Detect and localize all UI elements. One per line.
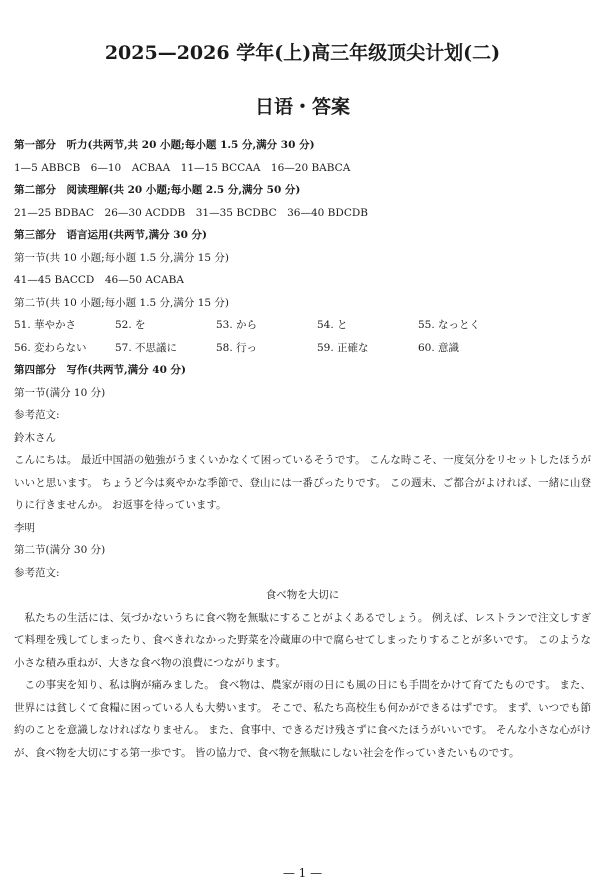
page-subtitle: 日语・答案 [254, 96, 350, 118]
part3-section2-heading: 第二节(共 10 小题;每小题 1.5 分,满分 15 分) [14, 296, 230, 309]
essay-paragraph-2: この事実を知り、私は胸が痛みました。 食べ物は、農家が雨の日にも風の日にも手間をかけて育てたものです。 また、世界には貧しくて食糧に困っている人も大勢います。 そこで、私たち高校生も何かができるはずです。 まず、いつでも節約のことを意識しなければなりません。 また、食事中、できるだけ残さずに食べたほうがいいです。 そんな小さな心がけが、食べ物を大切にする第一歩です。 皆の協力で、食べ物を無駄にしない社会を作っていきたいものです。 [14, 679, 591, 759]
sample-label-1: 参考范文: [14, 409, 60, 421]
part4-section2-heading: 第二节(满分 30 分) [14, 544, 106, 556]
fill-answer-56: 56. 変わらない [14, 341, 87, 354]
part1-heading: 第一部分 听力(共两节,共 20 小题;每小题 1.5 分,满分 30 分) [14, 139, 315, 151]
part3-heading: 第三部分 语言运用(共两节,满分 30 分) [14, 229, 208, 241]
fill-answer-53: 53. から [216, 319, 258, 331]
part4-section1-heading: 第一节(满分 10 分) [14, 386, 106, 399]
fill-answer-59: 59. 正確な [317, 341, 369, 354]
answer-content [14, 134, 591, 764]
fill-answers-row-1 [14, 314, 591, 337]
fill-answer-54: 54. と [317, 319, 348, 331]
letter-recipient: 鈴木さん [14, 431, 56, 444]
letter-body: こんにちは。 最近中国語の勉強がうまくいかなくて困っているそうです。 こんな時こそ、一度気分をリセットしたほうがいいと思います。 ちょうど今は爽やかな季節で、登山には一番ぴったりです。 この週末、ご都合がよければ、一緒に山登りに行きませんか。 お返事を待っています。 [14, 454, 591, 511]
fill-answer-55: 55. なっとく [418, 319, 481, 331]
part2-answers: 21—25 BDBAC 26—30 ACDDB 31—35 BCDBC 36—40 BDCDB [14, 206, 368, 219]
fill-answers-row-2 [14, 337, 591, 360]
page-title: 2025—2026 学年(上)高三年级顶尖计划(二) [104, 42, 501, 64]
page-number: — 1 — [282, 866, 323, 880]
fill-answer-58: 58. 行っ [216, 341, 258, 354]
part4-heading: 第四部分 写作(共两节,满分 40 分) [14, 364, 187, 376]
part3-section1-heading: 第一节(共 10 小题;每小题 1.5 分,满分 15 分) [14, 251, 230, 264]
part1-answers: 1—5 ABBCB 6—10 ACBAA 11—15 BCCAA 16—20 BABCA [14, 161, 351, 174]
fill-answer-57: 57. 不思議に [115, 341, 178, 354]
sample-label-2: 参考范文: [14, 566, 60, 579]
part3-section1-answers: 41—45 BACCD 46—50 ACABA [14, 274, 184, 286]
fill-answer-51: 51. 華やかさ [14, 319, 77, 331]
letter-sender: 李明 [14, 521, 35, 534]
essay-paragraph-1: 私たちの生活には、気づかないうちに食べ物を無駄にすることがよくあるでしょう。 例えば、レストランで注文しすぎて料理を残してしまったり、食べきれなかった野菜を冷蔵庫の中で腐らせてしまったりすることが多いです。 このような小さな積み重ねが、大きな食べ物の浪費につながります。 [14, 611, 591, 669]
fill-answer-60: 60. 意識 [418, 341, 460, 354]
essay-title: 食べ物を大切に [265, 589, 340, 601]
fill-answer-52: 52. を [115, 319, 146, 331]
part2-heading: 第二部分 阅读理解(共 20 小题;每小题 2.5 分,满分 50 分) [14, 184, 301, 196]
